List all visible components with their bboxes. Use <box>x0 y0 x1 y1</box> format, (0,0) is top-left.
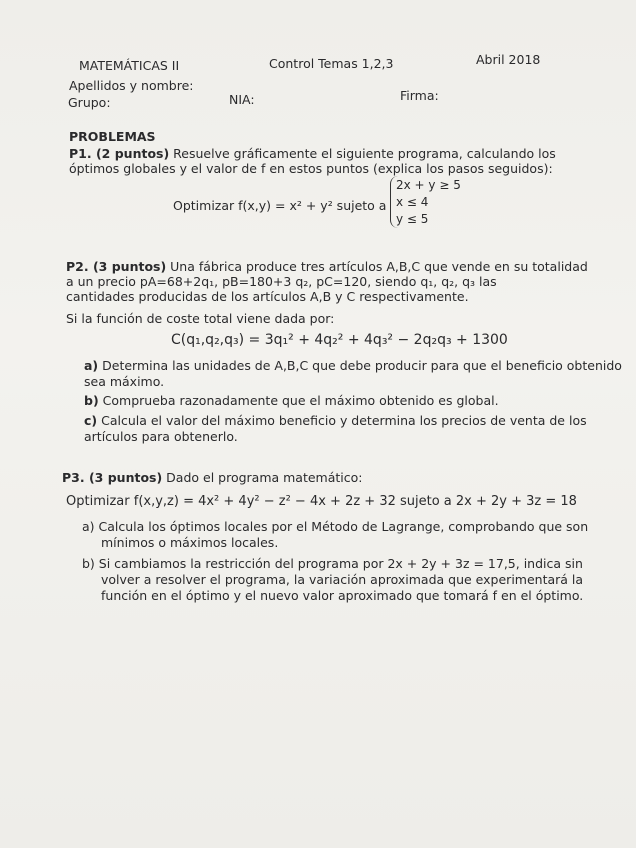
p1-constraint-1: 2x + y ≥ 5 <box>396 178 461 192</box>
p2-c-line2: artículos para obtenerlo. <box>84 429 238 444</box>
p2-a-line1 <box>84 358 622 374</box>
p3-a-line1: a) Calcula los óptimos locales por el Método de Lagrange, comprobando que son <box>82 519 589 534</box>
cost-function: C(q₁,q₂,q₃) = 3q₁² + 4q₂² + 4q₃² − 2q₂q₃ + 1300 <box>171 332 508 348</box>
p3-b-line2: volver a resolver el programa, la variación aproximada que experimentará la <box>101 572 584 587</box>
signature-label: Firma: <box>400 88 439 103</box>
subject-title: MATEMÁTICAS II <box>79 58 180 73</box>
nia-label: NIA: <box>229 92 255 107</box>
p3-b-line1: b) Si cambiamos la restricción del programa por 2x + 2y + 3z = 17,5, indica sin <box>82 556 583 571</box>
p2-a-text: Determina las unidades de A,B,C que debe producir para que el beneficio obtenido <box>98 358 622 373</box>
p1-text1: Resuelve gráficamente el siguiente programa, calculando los <box>169 146 556 161</box>
p1-objective: Optimizar f(x,y) = x² + y² sujeto a <box>173 198 387 213</box>
p2-c-text: Calcula el valor del máximo beneficio y determina los precios de venta de los <box>97 413 587 428</box>
p3-objective: Optimizar f(x,y,z) = 4x² + 4y² − z² − 4x + 2z + 32 sujeto a 2x + 2y + 3z = 18 <box>66 494 577 509</box>
exam-date: Abril 2018 <box>476 52 541 67</box>
p2-line4: Si la función de coste total viene dada por: <box>66 311 335 326</box>
p3-a-line2: mínimos o máximos locales. <box>101 535 279 550</box>
section-title: PROBLEMAS <box>69 129 156 144</box>
p2-a-line2: sea máximo. <box>84 374 165 389</box>
p2-b-line <box>84 393 499 409</box>
p2-b-label: b) <box>84 393 99 408</box>
name-label: Apellidos y nombre: <box>69 78 194 93</box>
p3-line1 <box>62 470 363 486</box>
group-label: Grupo: <box>68 95 111 110</box>
p1-line2: óptimos globales y el valor de f en estos puntos (explica los pasos seguidos): <box>69 161 553 176</box>
p2-c-line1 <box>84 413 587 429</box>
p2-a-label: a) <box>84 358 99 373</box>
p2-heading: P2. (3 puntos) <box>66 259 167 274</box>
p2-line3: cantidades producidas de los artículos A,B y C respectivamente. <box>66 289 469 304</box>
p2-c-label: c) <box>84 413 98 428</box>
p2-line2: a un precio pA=68+2q₁, pB=180+3 q₂, pC=120, siendo q₁, q₂, q₃ las <box>66 274 497 289</box>
exam-title: Control Temas 1,2,3 <box>269 56 394 71</box>
p2-line1 <box>66 259 588 275</box>
p3-heading: P3. (3 puntos) <box>62 470 163 485</box>
p2-text1: Una fábrica produce tres artículos A,B,C que vende en su totalidad <box>166 259 588 274</box>
p1-line1 <box>69 146 556 162</box>
p2-b-text: Comprueba razonadamente que el máximo obtenido es global. <box>98 393 499 408</box>
p3-intro: Dado el programa matemático: <box>162 470 363 485</box>
p1-heading: P1. (2 puntos) <box>69 146 170 161</box>
p1-constraint-2: x ≤ 4 <box>396 195 429 209</box>
p1-constraint-3: y ≤ 5 <box>396 212 429 226</box>
p3-b-line3: función en el óptimo y el nuevo valor aproximado que tomará f en el óptimo. <box>101 588 584 603</box>
